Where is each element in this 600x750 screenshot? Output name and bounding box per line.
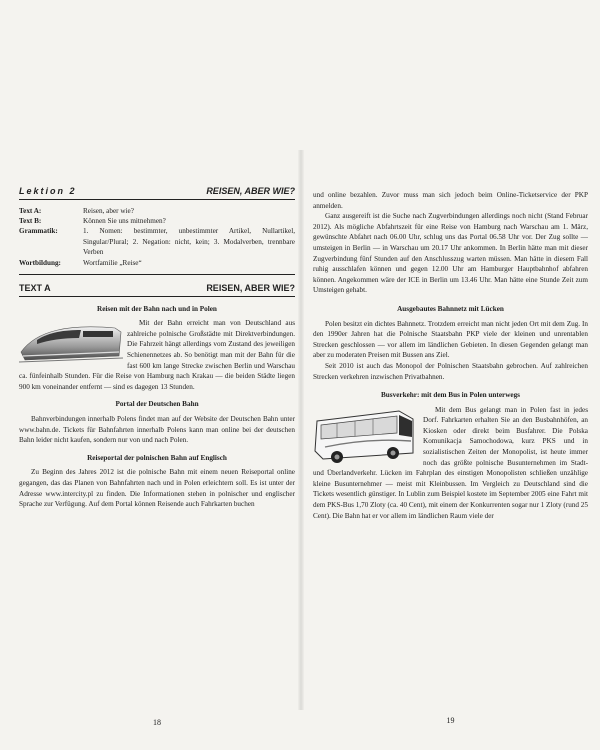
overview-row <box>19 216 295 226</box>
overview-key: Grammatik: <box>19 227 58 236</box>
section-text: Seit 2010 ist auch das Monopol der Polnischen Staatsbahn gebrochen. Auf zahlreichen Strecken verkehren inzwischen Privatbahnen. <box>313 361 588 381</box>
section-heading: Reisen mit der Bahn nach und in Polen <box>97 304 217 313</box>
section-heading: Reiseportal der polnischen Bahn auf Englisch <box>87 453 227 462</box>
section-text: Polen besitzt ein dichtes Bahnnetz. Trotzdem erreicht man nicht jeden Ort mit dem Zug. In den 1990er Jahren hat die Polnische Staatsbahn PKP viele der kleinen und unrentablen Strecken geschlossen — vor allem im ländlichen Gebieten. In diesen Gegenden gelangt man aber zu moderaten Preisen mit Bussen ans Ziel. <box>313 319 588 360</box>
bus-illustration <box>313 407 417 465</box>
lektion-header <box>19 186 295 200</box>
text-a-title: REISEN, ABER WIE? <box>206 283 295 294</box>
lektion-theme: REISEN, ABER WIE? <box>206 186 295 196</box>
overview-key: Text A: <box>19 206 42 215</box>
overview-row <box>19 206 295 216</box>
page-number: 19 <box>446 716 455 725</box>
overview-key: Text B: <box>19 217 42 225</box>
overview-value: 1. Nomen: bestimmter, unbestimmter Artikel, Nullartikel, Singular/Plural; 2. Negation: nicht, kein; 3. Modalverben, trennbare Verben <box>83 227 295 257</box>
lektion-title: Lektion 2 <box>19 186 77 196</box>
paragraph: Ganz ausgereift ist die Suche nach Zugverbindungen allerdings noch nicht (Stand Februar 2012). Als mögliche Abfahrtszeit für eine Reise von Hamburg nach Warschau am 1. März, gewünschte Abfahrt nach 06.00 Uhr, schlug uns das Portal 06.58 Uhr vor. Der Zug sollte — umsteigen in Berlin — in Warschau um 20.17 Uhr ankommen. In Berlin hätte man mit dieser Zugverbindung fünf Stunden auf den Anschlusszug warten müssen. Man hätte in diesem Fall ruhig ausschlafen können und gegen 12.00 Uhr am Hamburger Hauptbahnhof abfahren können. Angekommen wäre der ICE in Berlin um 13.46 Uhr. Man hätte eine Stunde Zeit zum Umsteigen gehabt. <box>313 212 588 295</box>
overview-key: Wortbildung: <box>19 258 61 267</box>
section-text: Mit der Bahn erreicht man von Deutschland aus zahlreiche polnische Großstädte mit Direktverbindungen. Die Fahrzeit hängt allerdings vom Zustand des jeweiligen Schienennetzes ab. So benötigt man mit der Bahn für die fast 600 km lange Strecke zwischen Berlin und Warschau ca. fünfeinhalb Stunden. Für die Reise von Hamburg nach Krakau — die beiden Städte liegen 900 km voneinander entfernt — sind es dagegen 13 Stunden. <box>19 319 295 391</box>
train-illustration <box>19 318 123 368</box>
text-a-header <box>19 283 295 297</box>
overview-row <box>19 226 295 257</box>
left-page <box>19 186 295 727</box>
paragraph: und online bezahlen. Zuvor muss man sich jedoch beim Online-Ticketservice der PKP anmelden. <box>313 191 588 210</box>
text-a-label: TEXT A <box>19 283 51 294</box>
section-text: Mit dem Bus gelangt man in Polen fast in jedes Dorf. Fahrkarten erhalten Sie an den Busbahnhöfen, an Kiosken oder direkt beim Busfahrer. Die Polska Komunikacja Samochodowa, kurz PKS und in sozialistischen Zeiten der Monopolist, ist heute immer noch das größte polnische Busunternehmen im Stadt- und Überlandverkehr. Lücken im Fahrplan des einstigen Monopolisten schließen unzählige kleine Busunternehmer — meist mit Kleinbussen. Im Vergleich zu Deutschland sind die Tickets wesentlich günstiger. In Lublin zum Beispiel kostete im September 2005 eine Fahrt mit dem PKS-Bus 1,70 Zloty (ca. 40 Cent), mit einem der Konkurrenten sogar nur 1 Zloty (rund 25 Cent). Die Bahn hat er vor allem im ländlichen Raum viele der <box>313 405 588 520</box>
right-page <box>313 190 588 725</box>
book-gutter <box>298 150 304 710</box>
lesson-overview <box>19 206 295 268</box>
overview-value: Können Sie uns mitnehmen? <box>83 217 166 225</box>
section-heading: Ausgebautes Bahnnetz mit Lücken <box>397 304 504 313</box>
section-heading: Busverkehr: mit dem Bus in Polen unterwegs <box>381 391 520 400</box>
overview-value: Wortfamilie „Reise“ <box>83 258 142 267</box>
section-text: Zu Beginn des Jahres 2012 ist die polnische Bahn mit einem neuen Reiseportal online gegangen, das das Planen von Bahnfahrten nach und in Polen erleichtern soll. Es ist unter der Adresse www.intercity.pl zu finden. Die Informationen stehen in polnischer und englischer Sprache zur Verfügung. Auf dem Portal können Reisende auch Fahrkarten buchen <box>19 468 295 509</box>
overview-row <box>19 258 295 268</box>
page-number: 18 <box>153 718 161 727</box>
section-text: Bahnverbindungen innerhalb Polens findet man auf der Website der Deutschen Bahn unter www.bahn.de. Tickets für Bahnfahrten innerhalb Polens kann man online bei der deutschen Bahn leider nicht kaufen, sondern nur von und nach Polen. <box>19 414 295 445</box>
overview-divider <box>19 274 295 275</box>
section-heading: Portal der Deutschen Bahn <box>115 400 199 409</box>
overview-value: Reisen, aber wie? <box>83 206 134 215</box>
